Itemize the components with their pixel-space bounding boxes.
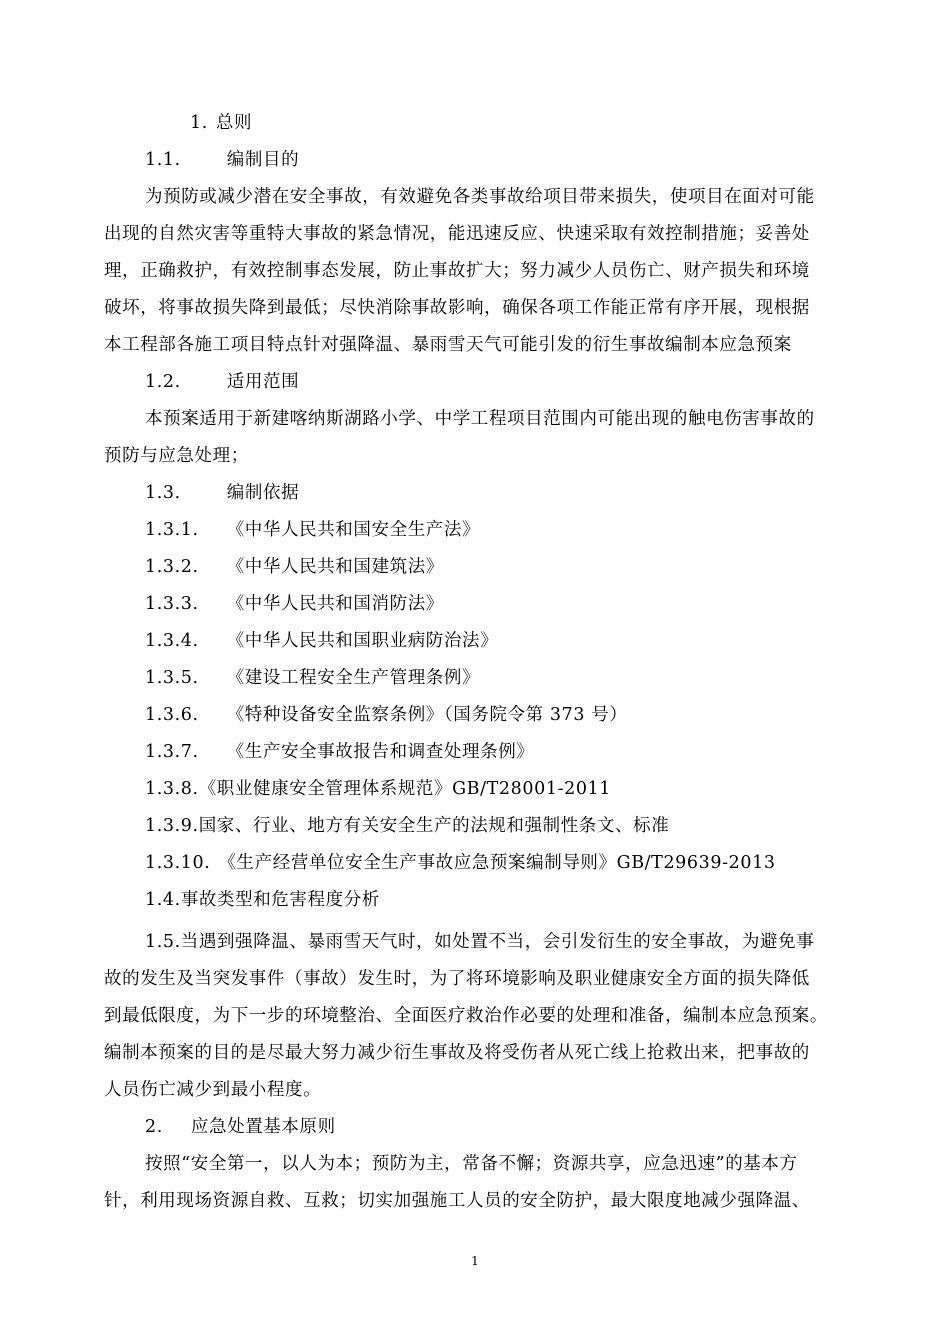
reference-item xyxy=(145,776,611,802)
page-number: 1 xyxy=(471,1254,479,1268)
reference-number: 1.3.7. xyxy=(145,742,199,762)
section-1-5 xyxy=(145,929,814,955)
reference-item xyxy=(145,628,498,654)
reference-number: 1.3.2. xyxy=(145,557,199,577)
reference-item xyxy=(145,813,669,839)
reference-number: 1.3.5. xyxy=(145,668,199,688)
reference-number: 1.3.4. xyxy=(145,631,199,651)
section-1-3 xyxy=(145,480,299,506)
paragraph-line: 针，利用现场资源自救、互救；切实加强施工人员的安全防护，最大限度地减少强降温、 xyxy=(104,1191,810,1211)
paragraph-line: 人员伤亡减少到最小程度。 xyxy=(104,1080,322,1100)
reference-number: 1.3.6. xyxy=(145,705,199,725)
paragraph-line: 预防与应急处理； xyxy=(104,446,249,466)
reference-item xyxy=(145,665,480,691)
section-number: 1.5. xyxy=(145,932,181,952)
paragraph-line: 编制本预案的目的是尽最大努力减少衍生事故及将受伤者从死亡线上抢救出来，把事故的 xyxy=(104,1043,810,1063)
reference-text: 《中华人民共和国职业病防治法》 xyxy=(226,631,499,651)
reference-number: 1.3.1. xyxy=(145,520,199,540)
reference-number: 1.3.3. xyxy=(145,594,199,614)
reference-text: 《建设工程安全生产管理条例》 xyxy=(226,668,481,688)
paragraph-line: 到最低限度，为下一步的环境整治、全面医疗救治作必要的处理和准备，编制本应急预案。 xyxy=(104,1006,828,1026)
reference-text: 《中华人民共和国建筑法》 xyxy=(226,557,444,577)
section-1-1 xyxy=(145,147,299,173)
reference-text: 国家、行业、地方有关安全生产的法规和强制性条文、标准 xyxy=(198,816,670,836)
section-1-4 xyxy=(145,887,380,913)
section-title: 适用范围 xyxy=(226,372,300,392)
paragraph-line: 本工程部各施工项目特点针对强降温、暴雨雪天气可能引发的衍生事故编制本应急预案 xyxy=(104,335,792,355)
paragraph-line: 为预防或减少潜在安全事故，有效避免各类事故给项目带来损失，使项目在面对可能 xyxy=(145,187,815,207)
reference-item xyxy=(145,702,627,728)
paragraph-line: 当遇到强降温、暴雨雪天气时，如处置不当，会引发衍生的安全事故，为避免事 xyxy=(180,932,815,952)
reference-text: 《中华人民共和国消防法》 xyxy=(226,594,444,614)
reference-item xyxy=(145,850,776,876)
heading-title: 总则 xyxy=(215,113,253,133)
reference-item xyxy=(145,591,444,617)
section-title: 编制目的 xyxy=(226,150,300,170)
reference-text: 《特种设备安全监察条例》（国务院令第 373 号） xyxy=(226,705,628,725)
reference-text: 《生产经营单位安全生产事故应急预案编制导则》GB/T29639-2013 xyxy=(218,853,776,873)
paragraph-line: 故的发生及当突发事件（事故）发生时，为了将环境影响及职业健康安全方面的损失降低 xyxy=(104,969,810,989)
paragraph-line: 理，正确救护，有效控制事态发展，防止事故扩大；努力减少人员伤亡、财产损失和环境 xyxy=(104,261,810,281)
section-1-2 xyxy=(145,369,299,395)
reference-text: 《生产安全事故报告和调查处理条例》 xyxy=(226,742,535,762)
heading-title: 应急处置基本原则 xyxy=(190,1117,336,1137)
heading-number: 1. xyxy=(190,113,208,133)
reference-item xyxy=(145,517,480,543)
paragraph-line: 出现的自然灾害等重特大事故的紧急情况，能迅速反应、快速采取有效控制措施；妥善处 xyxy=(104,224,810,244)
section-number: 1.1. xyxy=(145,150,181,170)
section-number: 1.2. xyxy=(145,372,181,392)
heading-2 xyxy=(145,1114,336,1140)
section-title: 编制依据 xyxy=(226,483,300,503)
reference-number: 1.3.10. xyxy=(145,853,211,873)
paragraph-line: 破坏，将事故损失降到最低；尽快消除事故影响，确保各项工作能正常有序开展，现根据 xyxy=(104,298,810,318)
reference-text: 《职业健康安全管理体系规范》GB/T28001-2011 xyxy=(198,779,612,799)
heading-1 xyxy=(190,110,252,136)
reference-number: 1.3.9. xyxy=(145,816,199,836)
reference-item xyxy=(145,554,444,580)
reference-item xyxy=(145,739,534,765)
reference-text: 《中华人民共和国安全生产法》 xyxy=(226,520,481,540)
heading-number: 2. xyxy=(145,1117,163,1137)
reference-number: 1.3.8. xyxy=(145,779,199,799)
section-title: 事故类型和危害程度分析 xyxy=(180,890,380,910)
paragraph-line: 本预案适用于新建喀纳斯湖路小学、中学工程项目范围内可能出现的触电伤害事故的 xyxy=(145,409,815,429)
section-number: 1.4. xyxy=(145,890,181,910)
paragraph-line: 按照“安全第一，以人为本；预防为主，常备不懈；资源共享，应急迅速”的基本方 xyxy=(145,1154,798,1174)
section-number: 1.3. xyxy=(145,483,181,503)
